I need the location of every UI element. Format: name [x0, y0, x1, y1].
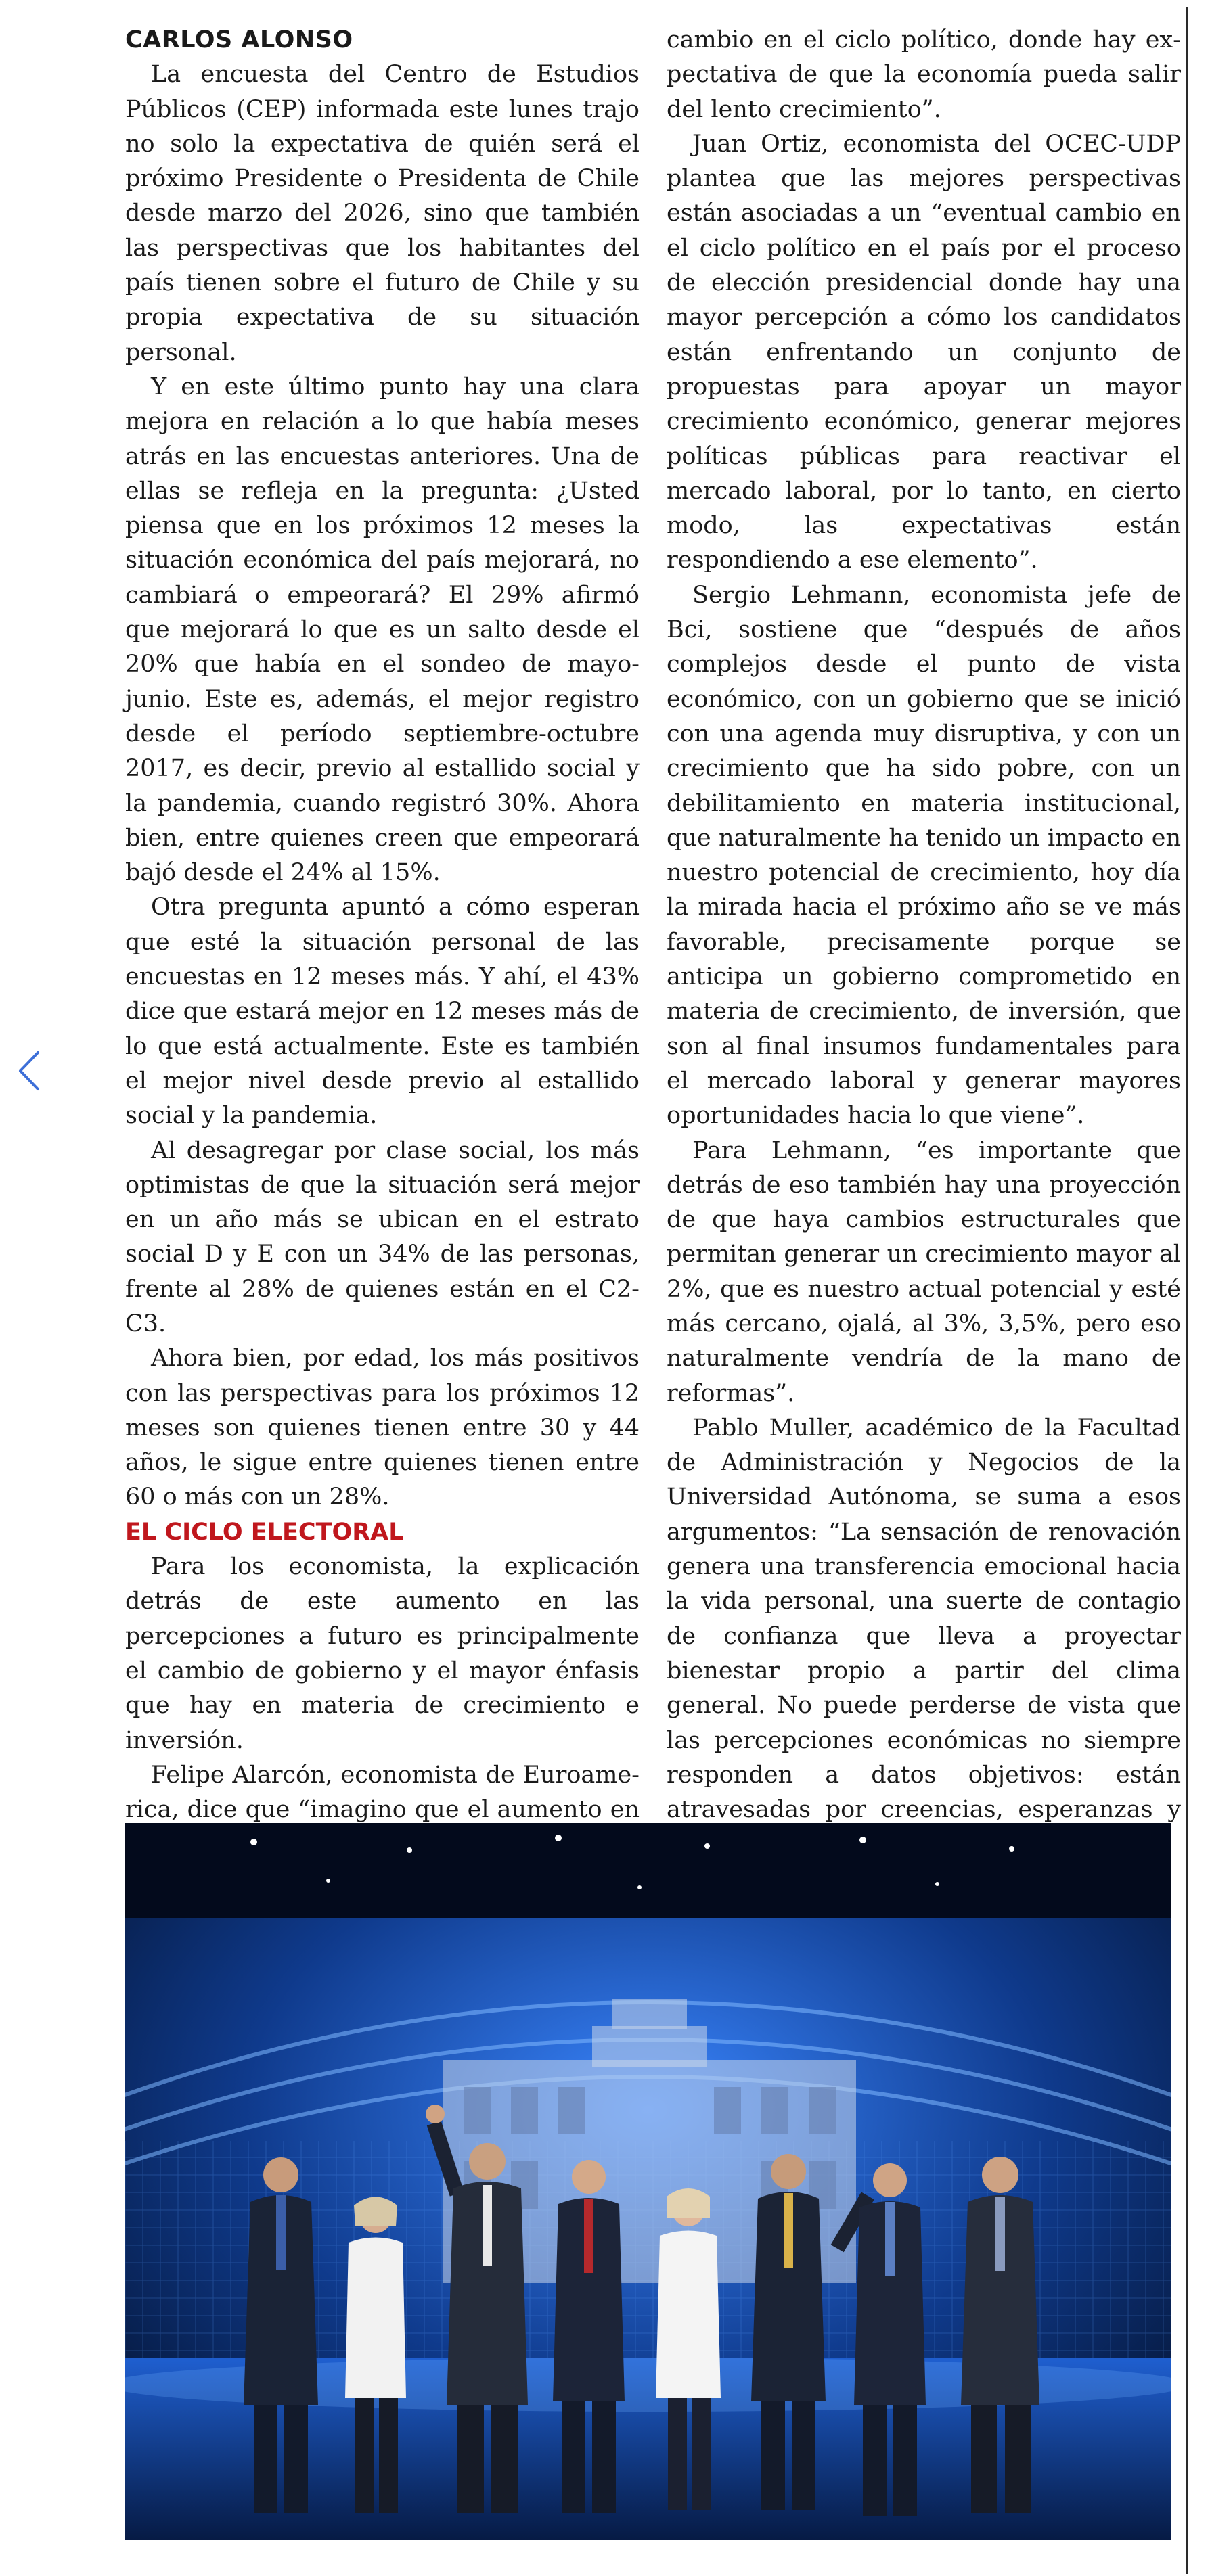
- paragraph-text: Pablo Muller, académico de la Facultad de Administración y Negocios de la Universidad Autónoma, se suma a esos argumentos: “La sensación de renovación genera una transferencia emocional hacia la vida personal, una suerte de contagio de confianza que lleva a proyectar bienestar propio a partir del clima general. No puede perderse de vista que las percepciones económicas no siempre responden a datos objetivos: están atravesadas por creencias, esperanzas y: [667, 1414, 1181, 1824]
- paragraph: Al desagregar por clase social, los más optimistas de que la situación será mejor en un año más se ubican en el estrato social D y E con un 34% de las personas, frente al 28% de quienes están en el C2-C3.: [125, 1136, 640, 1337]
- back-arrow-button[interactable]: [12, 1047, 46, 1095]
- paragraph-last: [667, 1411, 1181, 1862]
- paragraph: Ahora bien, por edad, los más positivos con las perspectivas para los próximos 12 meses son quienes tienen entre 30 y 44 años, le sigue entre quienes tienen entre 60 o más con un 28%.: [125, 1345, 640, 1511]
- paragraph: Juan Ortiz, economista del OCEC-UDP plantea que las mejores perspectivas están asociadas a un “eventual cambio en el ciclo político en el país por el proceso de elección presidencial donde hay una mayor percepción a cómo los candidatos están enfrentando un conjunto de propuestas para apoyar un mayor crecimiento económico, generar mejores políticas públicas para reactivar el mercado laboral, por lo tanto, en cierto modo, las expectativas están respondiendo a ese elemento”.: [667, 130, 1181, 574]
- column-right: [667, 23, 1181, 1862]
- column-divider: [1186, 7, 1188, 2574]
- article-photo: [125, 1823, 1171, 2540]
- paragraph: Para Lehmann, “es importante que detrás de eso también hay una proyección de que haya cambios estructurales que permitan generar un crecimiento mayor al 2%, que es nuestro actual potencial y esté más cercano, ojalá, al 3%, 3,5%, pero eso naturalmente vendría de la mano de reformas”.: [667, 1136, 1181, 1407]
- paragraph: Otra pregunta apuntó a cómo esperan que esté la situación personal de las encuestas en 12 meses más. Y ahí, el 43% dice que estará mejor en 12 meses más de lo que está actualmente. Este es también el mejor nivel desde previo al estallido social y la pandemia.: [125, 894, 640, 1130]
- section-heading: EL CICLO ELECTORAL: [125, 1518, 404, 1546]
- paragraph: La encuesta del Centro de Estudios Públicos (CEP) informada este lunes trajo no solo la expectativa de quién será el próximo Presidente o Presidenta de Chile desde marzo del 2026, sino que también las perspectivas que los habitantes del país tienen sobre el futuro de Chile y su propia expectativa de su situación personal.: [125, 61, 640, 366]
- chevron-left-icon: [12, 1047, 46, 1095]
- paragraph: Y en este último punto hay una clara mejora en relación a lo que había meses atrás en las encuestas anteriores. Una de ellas se refleja en la pregunta: ¿Usted piensa que en los próximos 12 meses la situación económica del país mejorará, no cambiará o empeorará? El 29% afirmó que mejorará lo que es un salto desde el 20% que había en el sondeo de mayo-junio. Este es, además, el mejor registro desde el período septiembre-octubre 2017, es decir, previo al estallido social y la pandemia, cuando registró 30%. Ahora bien, entre quienes creen que empeorará bajó desde el 24% al 15%.: [125, 373, 640, 887]
- article-columns: [125, 23, 1181, 1862]
- paragraph: cambio en el ciclo político, donde hay expectativa de que la economía pueda salir del lento crecimiento”.: [667, 26, 1181, 123]
- paragraph: Sergio Lehmann, economista jefe de Bci, sostiene que “después de años complejos desde el punto de vista económico, con un gobierno que se inició con una agenda muy disruptiva, y con un crecimiento que ha sido pobre, con un debilitamiento en materia institucional, que naturalmente ha tenido un impacto en nuestro potencial de crecimiento, hoy día la mirada hacia el próximo año se ve más favorable, precisamente porque se anticipa un gobierno comprometido en materia de crecimiento, de inversión, que son al final insumos fundamentales para el mercado laboral y generar mayores oportunidades hacia lo que viene”.: [667, 581, 1181, 1130]
- paragraph: Felipe Alarcón, economista de Euroamerica, dice que “imagino que el aumento en: [125, 1761, 640, 1824]
- column-left: [125, 23, 640, 1862]
- paragraph: Para los economista, la explicación detrás de este aumento en las percepciones a futuro es principalmente el cambio de gobierno y el mayor énfasis que hay en materia de crecimiento e inversión.: [125, 1553, 640, 1754]
- debate-stage-image: [125, 1823, 1171, 2540]
- byline: CARLOS ALONSO: [125, 26, 353, 53]
- article: [125, 23, 1181, 1862]
